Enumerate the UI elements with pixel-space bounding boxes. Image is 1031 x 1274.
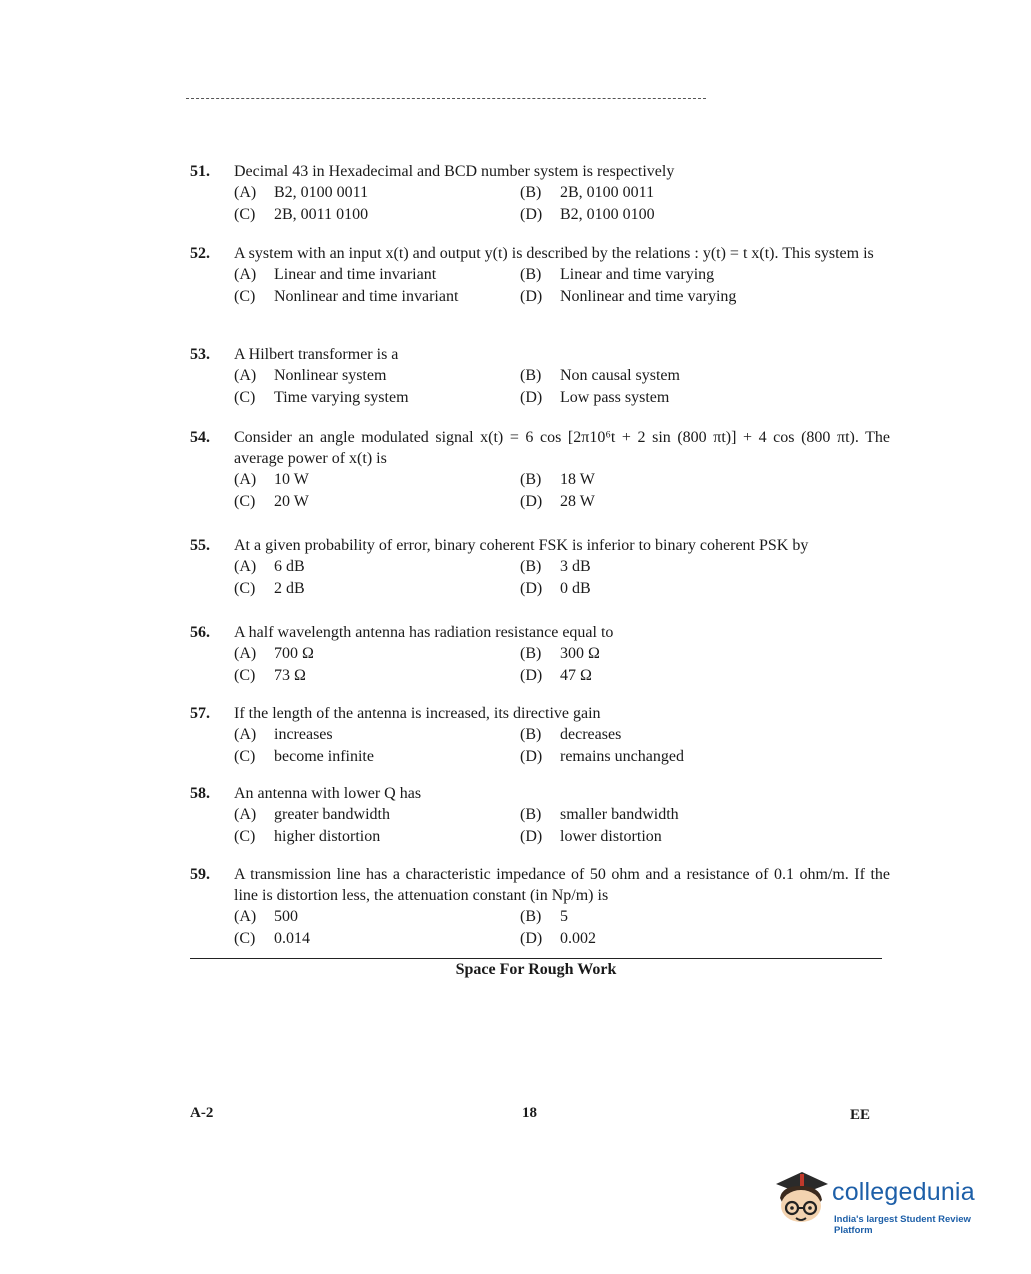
option-a (234, 365, 386, 386)
question-number: 59. (190, 866, 210, 883)
option-label: (B) (520, 471, 542, 488)
options (234, 804, 890, 848)
option-d (520, 387, 669, 408)
footer-subject: EE (850, 1107, 871, 1123)
rough-work-heading: Space For Rough Work (455, 961, 617, 978)
option-text: 73 Ω (274, 667, 306, 684)
question-text: Decimal 43 in Hexadecimal and BCD number system is respectively (234, 163, 675, 180)
option-text: Nonlinear and time varying (560, 288, 737, 305)
question-number: 54. (190, 429, 210, 446)
question-text: A system with an input x(t) and output y(t) is described by the relations : y(t) = t x(t). This system is (234, 245, 874, 262)
option-label: (C) (234, 828, 256, 845)
option-label: (A) (234, 266, 257, 283)
option-b (520, 365, 680, 386)
option-a (234, 264, 436, 285)
question-text: Consider an angle modulated signal x(t) = 6 cos [2π10⁶t + 2 sin (800 πt)] + 4 cos (800 πt). The average power of x(t) is (234, 429, 890, 467)
option-label: (C) (234, 493, 256, 510)
option-text: 500 (274, 908, 298, 925)
option-text: 5 (560, 908, 568, 925)
option-b (520, 643, 600, 664)
option-a (234, 182, 368, 203)
option-a (234, 804, 390, 825)
rough-work-divider (190, 958, 882, 959)
question-text: A half wavelength antenna has radiation resistance equal to (234, 624, 614, 641)
option-b (520, 724, 621, 745)
option-label: (C) (234, 930, 256, 947)
options (234, 556, 890, 600)
option-d (520, 578, 591, 599)
option-d (520, 928, 596, 949)
option-b (520, 264, 714, 285)
option-text: B2, 0100 0100 (560, 206, 655, 223)
collegedunia-logo[interactable] (770, 1168, 1002, 1236)
option-label: (B) (520, 184, 542, 201)
option-label: (D) (520, 580, 543, 597)
option-a (234, 556, 305, 577)
option-c (234, 204, 368, 225)
option-d (520, 826, 662, 847)
option-label: (C) (234, 206, 256, 223)
options (234, 724, 890, 768)
option-c (234, 491, 309, 512)
option-label: (D) (520, 493, 543, 510)
option-label: (A) (234, 806, 257, 823)
option-text: increases (274, 726, 333, 743)
question-number: 52. (190, 245, 210, 262)
option-b (520, 804, 679, 825)
option-text: Linear and time varying (560, 266, 715, 283)
option-text: smaller bandwidth (560, 806, 679, 823)
option-label: (D) (520, 288, 543, 305)
option-label: (C) (234, 748, 256, 765)
question-59 (190, 864, 890, 950)
option-text: 2B, 0011 0100 (274, 206, 369, 223)
option-label: (A) (234, 558, 257, 575)
option-text: higher distortion (274, 828, 381, 845)
option-d (520, 746, 684, 767)
option-label: (B) (520, 645, 542, 662)
option-text: Time varying system (274, 389, 409, 406)
options (234, 182, 890, 226)
option-text: become infinite (274, 748, 374, 765)
option-text: 0.002 (560, 930, 596, 947)
question-57 (190, 703, 890, 768)
option-label: (C) (234, 667, 256, 684)
option-a (234, 643, 314, 664)
option-text: 0.014 (274, 930, 310, 947)
option-label: (D) (520, 667, 543, 684)
option-text: Nonlinear system (274, 367, 387, 384)
option-d (520, 204, 655, 225)
option-label: (D) (520, 748, 543, 765)
option-text: Nonlinear and time invariant (274, 288, 459, 305)
question-text: If the length of the antenna is increased, its directive gain (234, 705, 601, 722)
option-a (234, 724, 333, 745)
option-c (234, 665, 306, 686)
options (234, 643, 890, 687)
question-53 (190, 344, 890, 409)
option-text: greater bandwidth (274, 806, 390, 823)
option-label: (B) (520, 806, 542, 823)
option-a (234, 906, 298, 927)
question-number: 51. (190, 163, 210, 180)
question-54 (190, 427, 890, 513)
question-text: At a given probability of error, binary coherent FSK is inferior to binary coherent PSK by (234, 537, 809, 554)
option-text: 6 dB (274, 558, 305, 575)
question-number: 56. (190, 624, 210, 641)
option-label: (D) (520, 389, 543, 406)
option-text: decreases (560, 726, 622, 743)
option-text: 300 Ω (560, 645, 600, 662)
option-c (234, 826, 380, 847)
footer-series: A-2 (190, 1105, 214, 1121)
option-label: (D) (520, 930, 543, 947)
options (234, 469, 890, 513)
option-label: (B) (520, 908, 542, 925)
option-text: Low pass system (560, 389, 670, 406)
options (234, 264, 890, 308)
option-label: (A) (234, 471, 257, 488)
option-text: 47 Ω (560, 667, 592, 684)
option-b (520, 906, 568, 927)
option-text: 28 W (560, 493, 595, 510)
option-label: (B) (520, 726, 542, 743)
logo-wordmark: collegedunia (832, 1178, 975, 1206)
option-label: (B) (520, 558, 542, 575)
option-label: (B) (520, 367, 542, 384)
option-c (234, 387, 409, 408)
option-label: (A) (234, 645, 257, 662)
option-label: (A) (234, 726, 257, 743)
option-label: (A) (234, 908, 257, 925)
option-label: (C) (234, 288, 256, 305)
option-d (520, 665, 592, 686)
question-number: 55. (190, 537, 210, 554)
option-c (234, 578, 305, 599)
mascot-icon (770, 1168, 832, 1232)
option-text: 3 dB (560, 558, 591, 575)
option-b (520, 182, 654, 203)
option-b (520, 556, 591, 577)
question-text: An antenna with lower Q has (234, 785, 422, 802)
options (234, 365, 890, 409)
option-c (234, 928, 310, 949)
option-text: 700 Ω (274, 645, 314, 662)
option-label: (B) (520, 266, 542, 283)
option-d (520, 286, 736, 307)
option-text: 18 W (560, 471, 595, 488)
question-text: A Hilbert transformer is a (234, 346, 399, 363)
option-text: 10 W (274, 471, 309, 488)
option-text: Linear and time invariant (274, 266, 437, 283)
option-text: lower distortion (560, 828, 662, 845)
question-text: A transmission line has a characteristic impedance of 50 ohm and a resistance of 0.1 ohm/m. If the line is distortion less, the attenuation constant (in Np/m) is (234, 866, 890, 904)
question-58 (190, 783, 890, 848)
option-text: 2B, 0100 0011 (560, 184, 655, 201)
top-divider (186, 98, 706, 99)
option-a (234, 469, 309, 490)
question-52 (190, 243, 890, 308)
option-text: B2, 0100 0011 (274, 184, 369, 201)
option-c (234, 746, 374, 767)
option-label: (A) (234, 184, 257, 201)
question-number: 58. (190, 785, 210, 802)
question-55 (190, 535, 890, 600)
option-b (520, 469, 595, 490)
options (234, 906, 890, 950)
option-label: (D) (520, 828, 543, 845)
option-text: Non causal system (560, 367, 680, 384)
question-number: 53. (190, 346, 210, 363)
option-d (520, 491, 595, 512)
page-number: 18 (522, 1105, 537, 1121)
option-c (234, 286, 458, 307)
option-label: (C) (234, 389, 256, 406)
question-51 (190, 161, 890, 226)
option-text: 2 dB (274, 580, 305, 597)
logo-tagline: India's largest Student Review Platform (834, 1214, 971, 1236)
question-56 (190, 622, 890, 687)
option-text: 0 dB (560, 580, 591, 597)
option-text: remains unchanged (560, 748, 684, 765)
option-text: 20 W (274, 493, 309, 510)
option-label: (C) (234, 580, 256, 597)
option-label: (A) (234, 367, 257, 384)
option-label: (D) (520, 206, 543, 223)
question-number: 57. (190, 705, 210, 722)
